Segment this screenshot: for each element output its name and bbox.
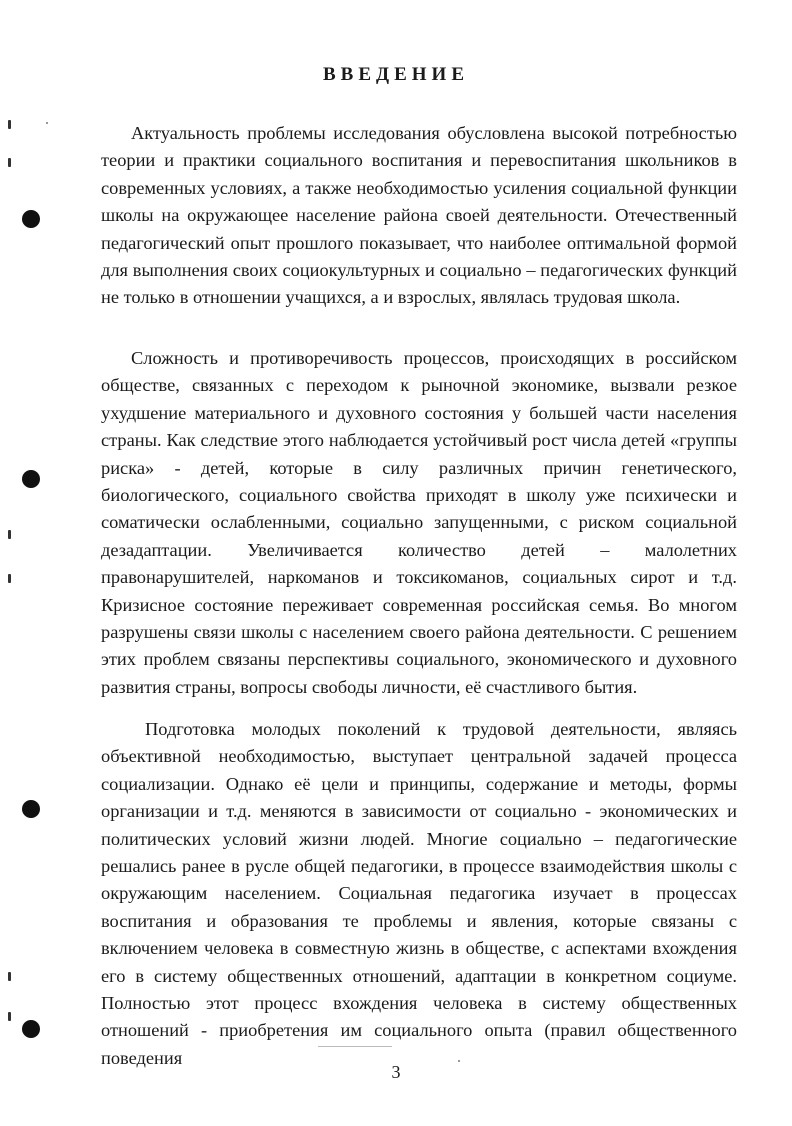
footer-rule (318, 1046, 392, 1047)
paragraph-1: Актуальность проблемы исследования обусловлена высокой потребностью теории и практики социального воспитания и перевоспитания школьников в современных условиях, а также необходимостью усиления социальной функции школы на окружающее население района своей деятельности. Отечественный педагогический опыт прошлого показывает, что наиболее оптимальной формой для выполнения своих социокультурных и социально – педагогических функций не только в отношении учащихся, а и взрослых, являлась трудовая школа. (101, 123, 737, 308)
punch-hole-4 (22, 1020, 40, 1038)
margin-mark (8, 120, 11, 129)
punch-hole-1 (22, 210, 40, 228)
margin-mark (8, 972, 11, 981)
page-number: 3 (391, 1062, 401, 1082)
margin-mark (8, 530, 11, 539)
margin-mark (8, 574, 11, 583)
punch-hole-2 (22, 470, 40, 488)
paragraph-2: Сложность и противоречивость процессов, происходящих в российском обществе, связанных с переходом к рыночной экономике, вызвали резкое ухудшение материального и духовного состояния у большей части населения страны. Как следствие этого наблюдается устойчивый рост числа детей «группы риска» - детей, которые в силу различных причин генетического, биологического, социального свойства приходят в школу уже психически и соматически ослабленными, социально запущенными, с риском социальной дезадаптации. Увеличивается количество детей – малолетних правонарушителей, наркоманов и токсикоманов, социальных сирот и т.д. Кризисное состояние переживает современная российская семья. Во многом разрушены связи школы с населением своего района деятельности. С решением этих проблем связаны перспективы социального, экономического и духовного развития страны, вопросы свободы личности, её счастливого бытия. (101, 348, 737, 697)
punch-hole-3 (22, 800, 40, 818)
margin-mark (8, 1012, 11, 1021)
margin-mark (8, 158, 11, 167)
page-title: ВВЕДЕНИЕ (323, 64, 469, 85)
scan-speck (46, 122, 48, 124)
paragraph-3: Подготовка молодых поколений к трудовой деятельности, являясь объективной необходимостью, выступает центральной задачей процесса социализации. Однако её цели и принципы, содержание и методы, формы организации и т.д. меняются в зависимости от социально - экономических и политических условий жизни людей. Многие социально – педагогические решались ранее в русле общей педагогики, в процессе взаимодействия школы с окружающим населением. Социальная педагогика изучает в процессах воспитания и образования те проблемы и явления, которые связаны с включением человека в совместную жизнь в обществе, с аспектами вхождения его в систему общественных отношений, адаптации в конкретном социуме. Полностью этот процесс вхождения человека в систему общественных отношений - приобретения им социального опыта (правил общественного поведения (101, 719, 737, 1068)
